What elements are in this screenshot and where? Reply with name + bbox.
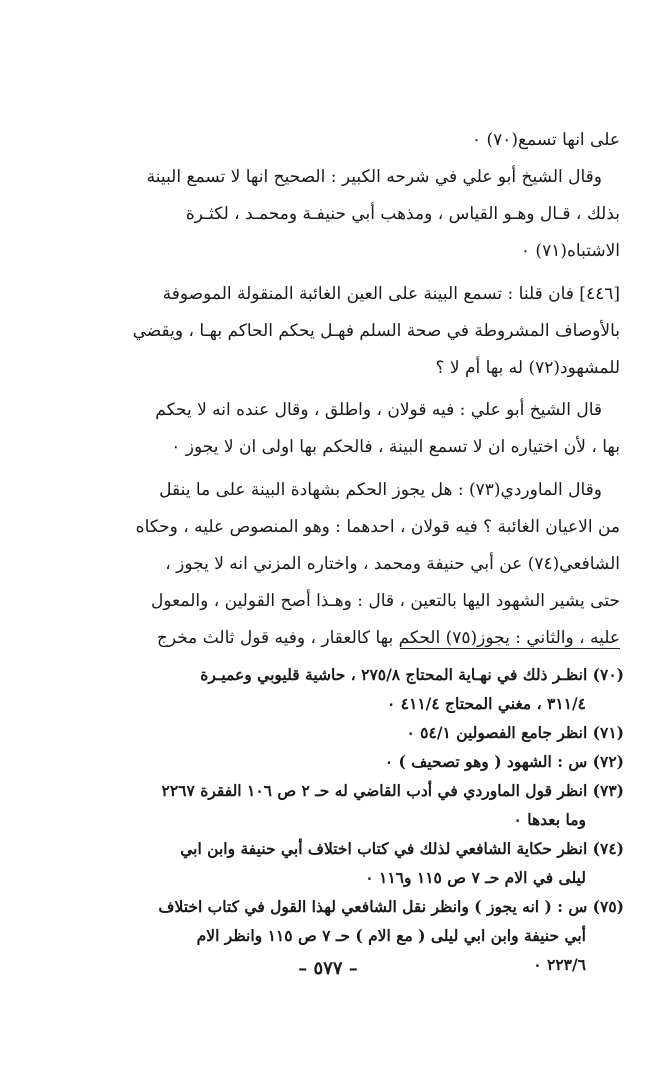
- body-line: وقال الماوردي(٧٣) : هل يجوز الحكم بشهادة البينة على ما ينقل: [159, 480, 602, 500]
- footnote-72: [100, 747, 624, 776]
- body-line: بالأوصاف المشروطة في صحة السلم فهـل يحكم الحاكم بهـا ، ويقضي: [132, 321, 620, 341]
- footnote-71: [100, 718, 624, 747]
- footnote-line: (٧١) انظر جامع الفصولين ٥٤/١ ٠: [406, 723, 624, 742]
- footnote-line: ٢٢٣/٦ ٠: [533, 955, 586, 974]
- body-line: [٤٤٦] فان قلنا : تسمع البينة على العين الغائبة المنقولة الموصوفة: [162, 284, 620, 304]
- body-line: بها ، لأن اختياره ان لا تسمع البينة ، فالحكم بها اولى ان لا يجوز ٠: [171, 437, 620, 457]
- footnote-70: [100, 660, 624, 718]
- footnote-line: ليلى في الام حـ ٧ ص ١١٥ و١١٦ ٠: [365, 868, 586, 887]
- footnote-line: (٧٢) س : الشهود ( وهو تصحيف ) ٠: [384, 752, 624, 771]
- footnote-line: (٧٣) انظر قول الماوردي في أدب القاضي له حـ ٢ ص ١٠٦ الفقرة ٢٢٦٧: [161, 781, 624, 800]
- main-text: [104, 122, 620, 270]
- body-line: بذلك ، قـال وهـو القياس ، ومذهب أبي حنيفـة ومحمـد ، لكثـرة: [185, 204, 620, 224]
- footnote-74: [100, 834, 624, 892]
- body-line: عليه ، والثاني : يجوز(٧٥) الحكم بها كالعقار ، وفيه قول ثالث مخرج: [156, 628, 620, 648]
- footnote-divider: [400, 648, 620, 649]
- footnote-line: (٧٠) انظـر ذلك في نهـاية المحتاج ٢٧٥/٨ ، حاشية قليوبي وعميـرة: [200, 665, 624, 684]
- main-text: [104, 276, 620, 387]
- body-line: على انها تسمع(٧٠) ٠: [471, 130, 620, 150]
- footnotes: [100, 660, 624, 979]
- main-text: [104, 472, 620, 657]
- body-line: من الاعيان الغائبة ؟ فيه قولان ، احدهما : وهو المنصوص عليه ، وحكاه: [135, 517, 620, 537]
- page-number: – ٥٧٧ –: [298, 958, 358, 979]
- footnote-line: (٧٥) س : ( انه يجوز ) وانظر نقل الشافعي لهذا القول في كتاب اختلاف: [158, 897, 624, 916]
- body-line: قال الشيخ أبو علي : فيه قولان ، واطلق ، وقال عنده انه لا يحكم: [155, 400, 602, 420]
- body-line: الشافعي(٧٤) عن أبي حنيفة ومحمد ، واختاره المزني انه لا يجوز ،: [165, 554, 620, 574]
- footnote-line: وما بعدها ٠: [513, 810, 586, 829]
- footnote-line: أبي حنيفة وابن ابي ليلى ( مع الام ) حـ ٧ ص ١١٥ وانظر الام: [196, 926, 586, 945]
- body-line: وقال الشيخ أبو علي في شرحه الكبير : الصحيح انها لا تسمع البينة: [146, 167, 602, 187]
- body-line: الاشتباه(٧١) ٠: [520, 241, 620, 261]
- body-line: للمشهود(٧٢) له بها أم لا ؟: [435, 358, 620, 378]
- body-line: حتى يشير الشهود اليها بالتعين ، قال : وهـذا أصح القولين ، والمعول: [151, 591, 620, 611]
- footnote-line: (٧٤) انظر حكاية الشافعي لذلك في كتاب اختلاف أبي حنيفة وابن ابي: [180, 839, 624, 858]
- footnote-73: [100, 776, 624, 834]
- main-text: [104, 392, 620, 466]
- footnote-line: ٣١١/٤ ، مغني المحتاج ٤١١/٤ ٠: [386, 694, 586, 713]
